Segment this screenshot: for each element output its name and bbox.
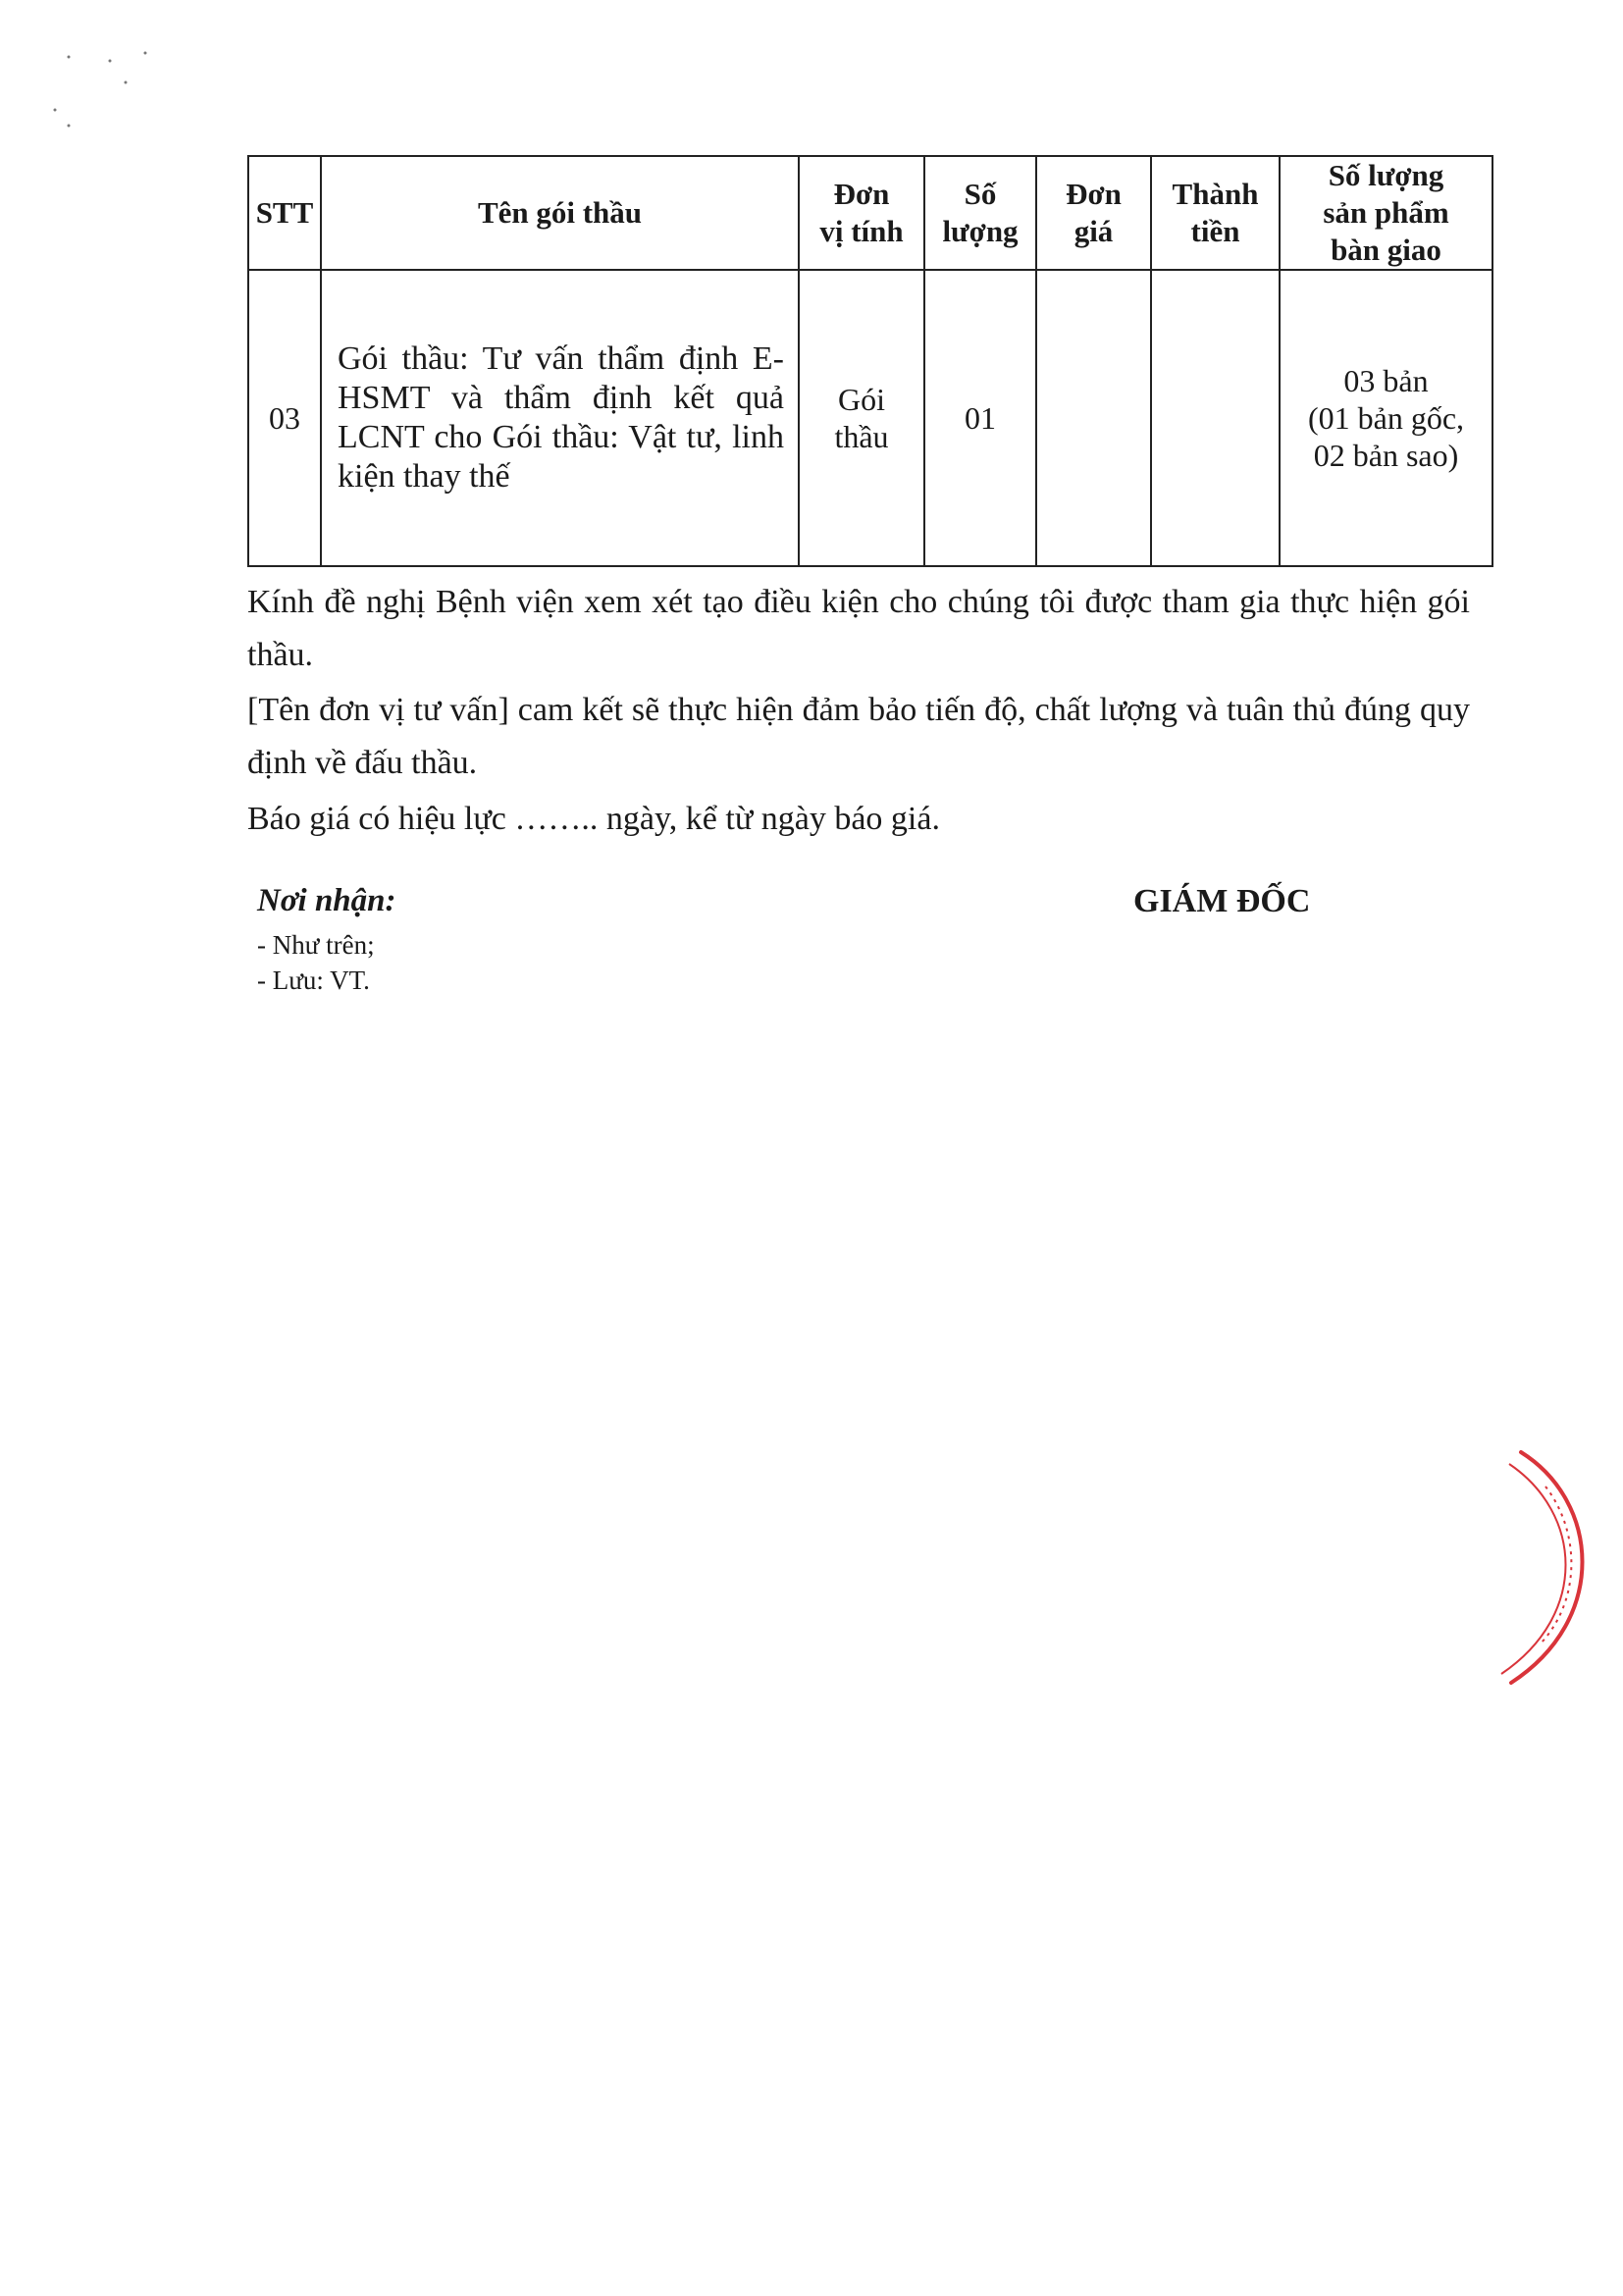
recipient-item: - Như trên; bbox=[257, 930, 375, 960]
cell-amount bbox=[1151, 270, 1280, 566]
header-name: Tên gói thầu bbox=[321, 156, 799, 270]
recipients-title: Nơi nhận: bbox=[257, 883, 396, 918]
recipients-block bbox=[257, 878, 396, 998]
bid-package-table bbox=[247, 155, 1493, 567]
signature-title: GIÁM ĐỐC bbox=[1133, 883, 1311, 919]
red-stamp-icon bbox=[1472, 1442, 1599, 1697]
header-unit-price: Đơn giá bbox=[1036, 156, 1151, 270]
cell-stt: 03 bbox=[248, 270, 321, 566]
header-unit: Đơn vị tính bbox=[799, 156, 924, 270]
table-header-row bbox=[248, 156, 1492, 270]
header-stt: STT bbox=[248, 156, 321, 270]
scan-speckle-icon bbox=[39, 39, 177, 137]
header-deliverables: Số lượng sản phẩm bàn giao bbox=[1280, 156, 1492, 270]
header-amount: Thành tiền bbox=[1151, 156, 1280, 270]
header-quantity: Số lượng bbox=[924, 156, 1036, 270]
recipient-item: - Lưu: VT. bbox=[257, 965, 370, 995]
cell-quantity: 01 bbox=[924, 270, 1036, 566]
cell-deliverables: 03 bản (01 bản gốc, 02 bản sao) bbox=[1280, 270, 1492, 566]
cell-unit: Gói thầu bbox=[799, 270, 924, 566]
request-paragraph: Kính đề nghị Bệnh viện xem xét tạo điều kiện cho chúng tôi được tham gia thực hiện gói thầu. bbox=[247, 584, 1470, 673]
cell-unit-price bbox=[1036, 270, 1151, 566]
cell-package-name: Gói thầu: Tư vấn thẩm định E-HSMT và thẩm định kết quả LCNT cho Gói thầu: Vật tư, linh kiện thay thế bbox=[321, 270, 799, 566]
validity-paragraph: Báo giá có hiệu lực …….. ngày, kể từ ngày báo giá. bbox=[247, 801, 940, 837]
commitment-paragraph: [Tên đơn vị tư vấn] cam kết sẽ thực hiện đảm bảo tiến độ, chất lượng và tuân thủ đúng quy định về đấu thầu. bbox=[247, 692, 1470, 781]
table-row bbox=[248, 270, 1492, 566]
